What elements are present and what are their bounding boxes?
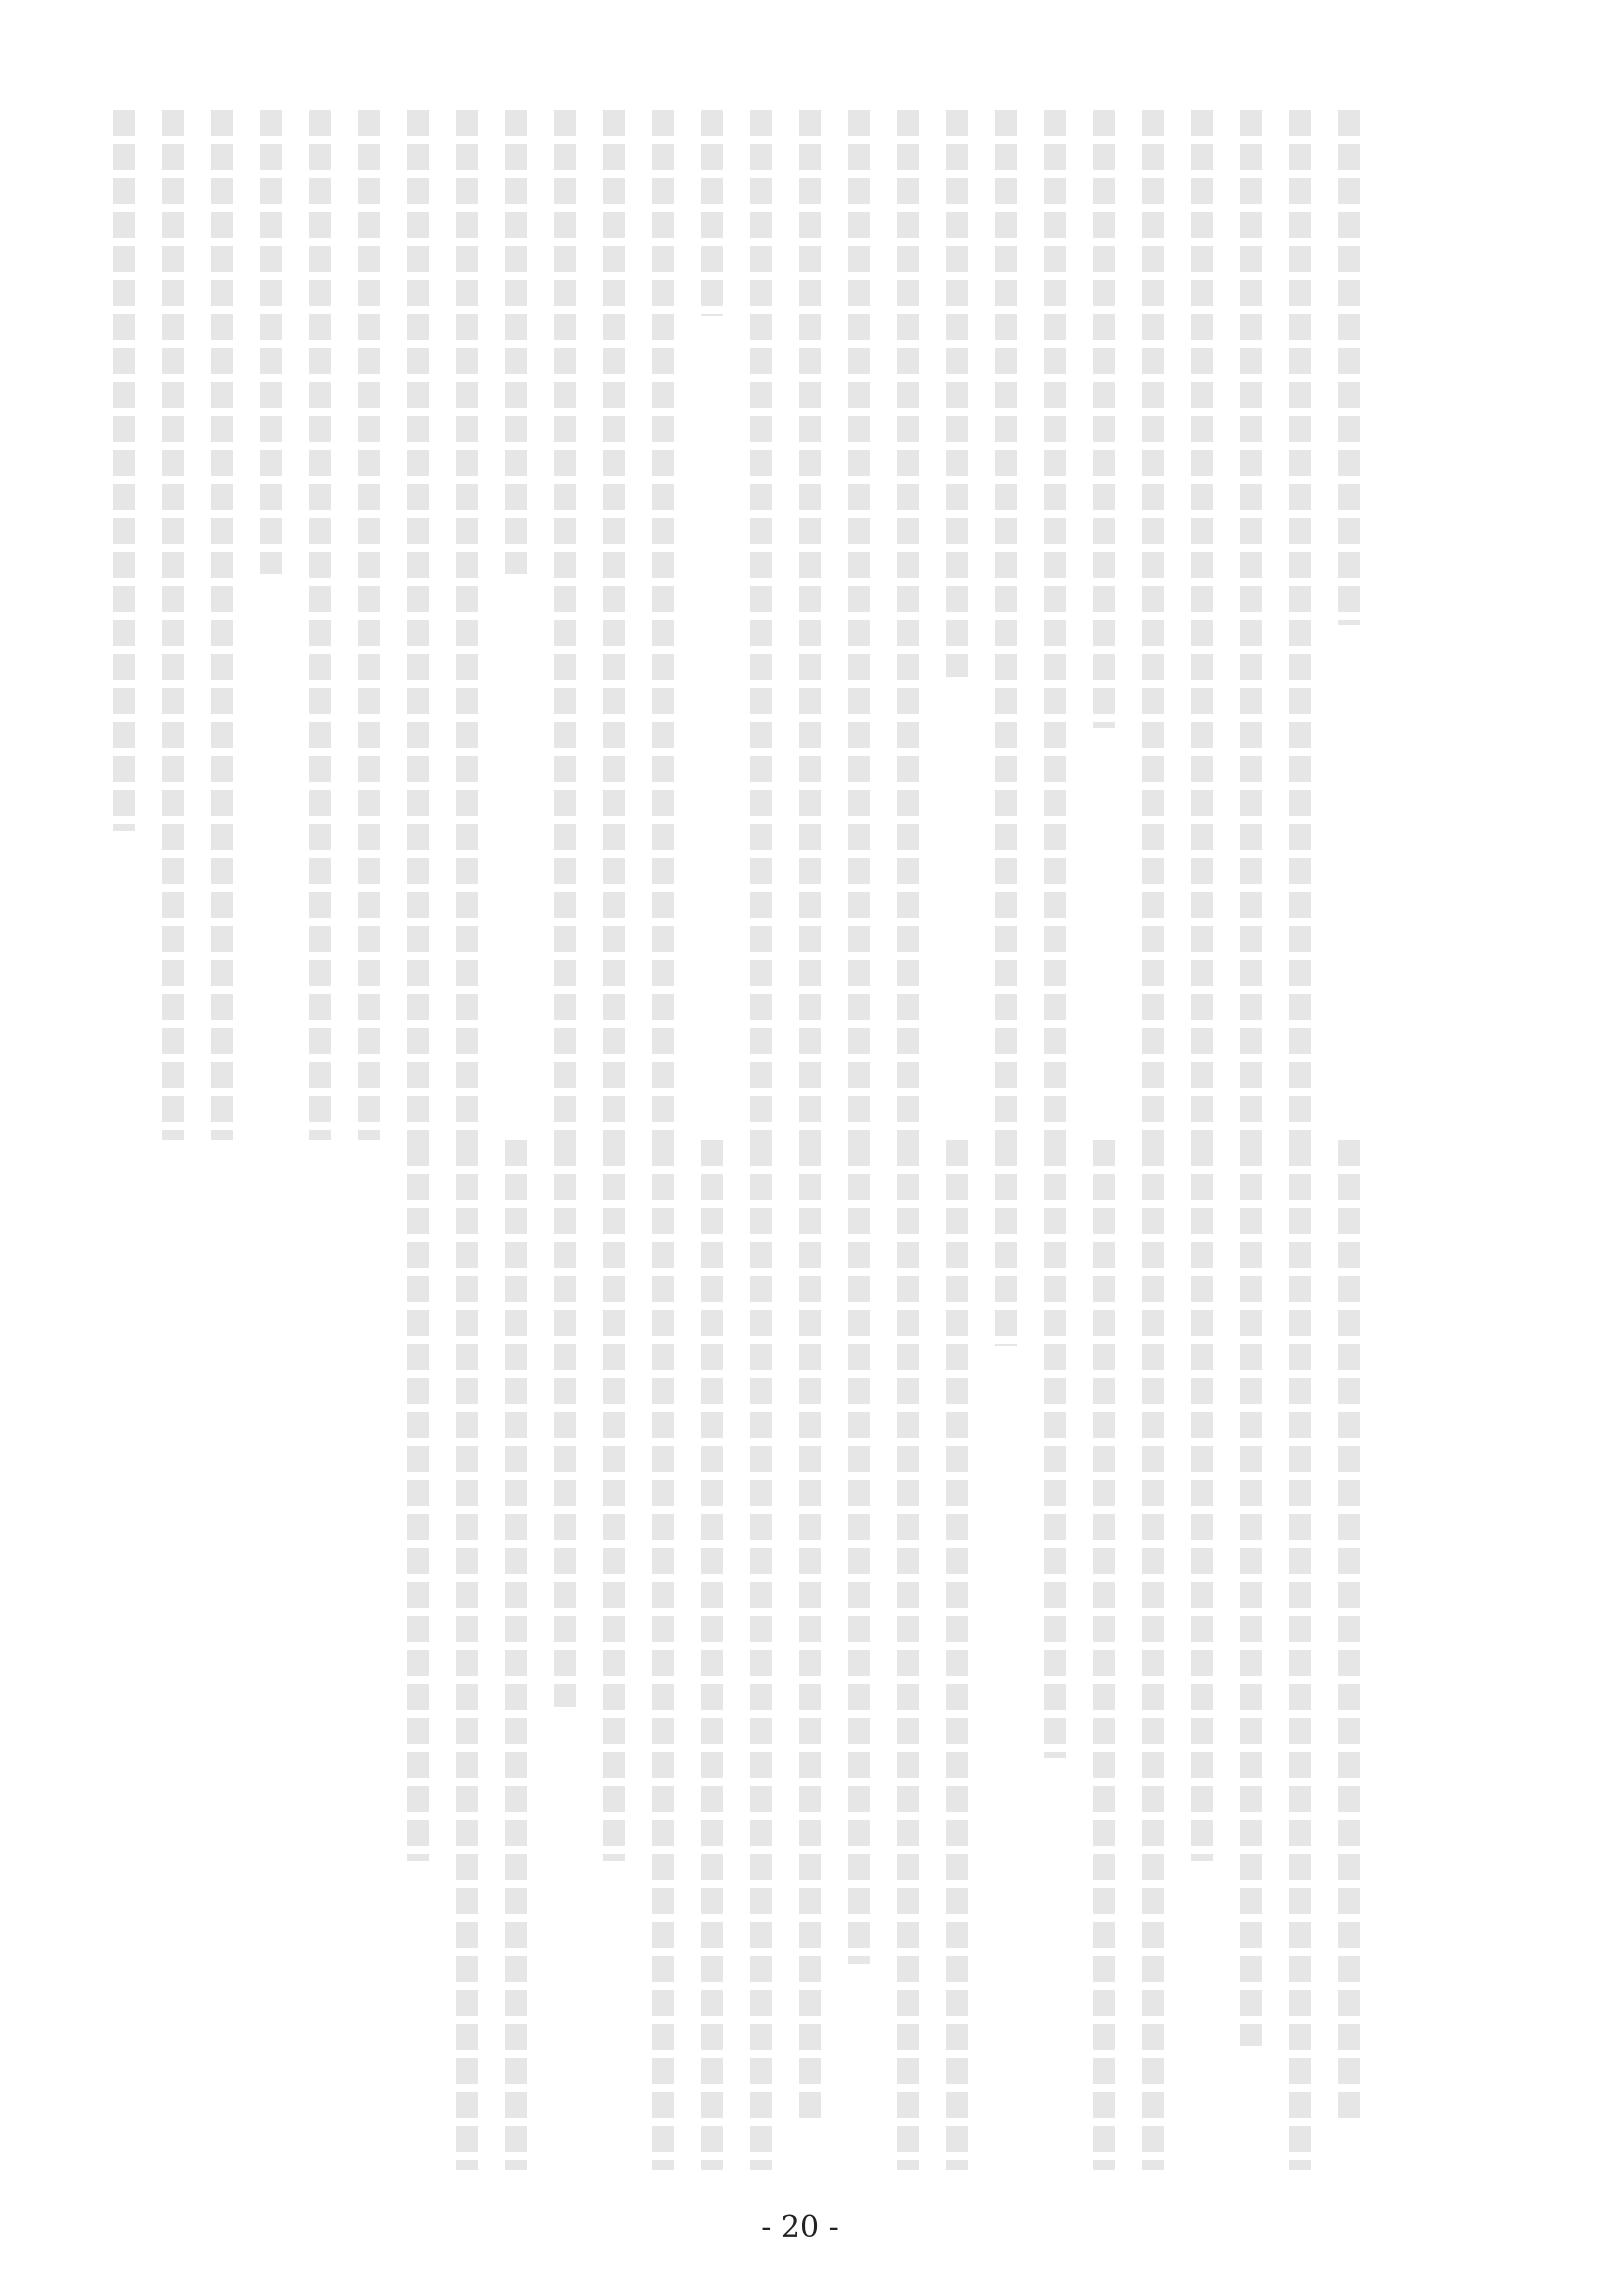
text-line-placeholder [1191, 110, 1213, 1140]
text-line-placeholder [407, 110, 429, 1140]
text-line-placeholder [358, 110, 380, 1140]
text-line-placeholder [113, 110, 135, 831]
text-line-placeholder [995, 1140, 1017, 1346]
text-line-placeholder [750, 110, 772, 1140]
text-column-top [113, 110, 1360, 1140]
text-line-placeholder [603, 110, 625, 1140]
text-line-placeholder [309, 110, 331, 1140]
text-line-placeholder [505, 1140, 527, 2170]
text-line-placeholder [554, 110, 576, 1140]
text-line-placeholder [750, 1140, 772, 2170]
text-line-placeholder [1240, 110, 1262, 1140]
text-line-placeholder [1142, 110, 1164, 1140]
text-line-placeholder [1338, 1140, 1360, 2119]
text-line-placeholder [848, 1140, 870, 1964]
text-line-placeholder [1338, 110, 1360, 625]
text-line-placeholder [1093, 110, 1115, 728]
text-line-placeholder [946, 110, 968, 677]
text-line-placeholder [946, 1140, 968, 2170]
text-line-placeholder [701, 110, 723, 316]
text-line-placeholder [211, 110, 233, 1140]
text-line-placeholder [1093, 1140, 1115, 2170]
text-line-placeholder [407, 1140, 429, 1861]
text-line-placeholder [1289, 110, 1311, 1140]
text-line-placeholder [1240, 1140, 1262, 2046]
text-line-placeholder [1044, 1140, 1066, 1758]
text-line-placeholder [1142, 1140, 1164, 2170]
text-line-placeholder [897, 110, 919, 1140]
text-line-placeholder [897, 1140, 919, 2170]
text-line-placeholder [848, 110, 870, 1140]
text-line-placeholder [505, 110, 527, 574]
text-line-placeholder [1191, 1140, 1213, 1861]
text-line-placeholder [995, 110, 1017, 1140]
text-line-placeholder [162, 110, 184, 1140]
text-line-placeholder [799, 110, 821, 1140]
page-number: - 20 - [761, 2210, 839, 2245]
text-line-placeholder [456, 1140, 478, 2170]
text-line-placeholder [652, 1140, 674, 2170]
text-line-placeholder [260, 110, 282, 574]
text-line-placeholder [554, 1140, 576, 1707]
text-line-placeholder [456, 110, 478, 1140]
text-line-placeholder [652, 110, 674, 1140]
text-line-placeholder [799, 1140, 821, 2119]
text-line-placeholder [701, 1140, 723, 2170]
text-line-placeholder [603, 1140, 625, 1861]
text-column-bottom [407, 1140, 1360, 2170]
text-line-placeholder [1289, 1140, 1311, 2170]
text-line-placeholder [1044, 110, 1066, 1140]
